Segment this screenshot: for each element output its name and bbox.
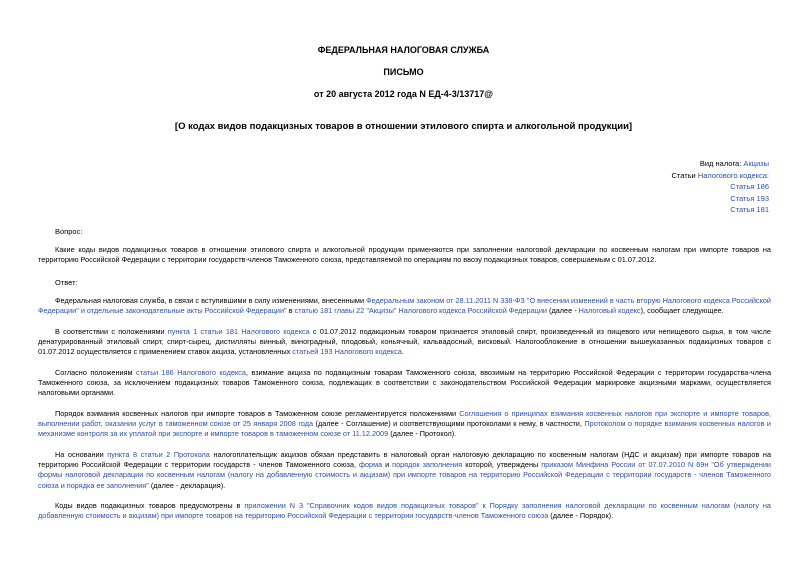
tax-type-label: Вид налога: <box>699 159 742 168</box>
tax-type-row <box>671 158 769 170</box>
article-181-link[interactable]: Статья 181 <box>730 205 769 214</box>
doc-subject: [О кодах видов подакцизных товаров в отношении этилового спирта и алкогольной продукции] <box>174 121 633 132</box>
answer-paragraph-5: На основании пункта 8 статьи 2 Протокола налогоплательщик акцизов обязан представить в налоговый орган налоговую декларацию по косвенным налогам (НДС и акцизам) при импорте товаров на территорию Российской Федерации с территории государств - членов Таможенного союза, форма и порядок заполнения которой, утверждены приказом Минфина России от 07.07.2010 N 69н "Об утверждении формы налоговой декларации по косвенным налогам (налогу на добавленную стоимость и акцизам) при импорте товаров на территорию Российской Федерации с территории государств - членов Таможенного союза и порядка ее заполнения" (далее - декларация). <box>38 450 772 490</box>
question-label: Вопрос: <box>55 227 83 236</box>
answer-paragraph-3: Согласно положениям статьи 186 Налогового кодекса, взимание акциза по подакцизным товарам Таможенного союза, ввозимым на территорию Российской Федерации с территории государства-члена Таможенного союза, за исключением подакцизных товаров Таможенного союза, подлежащих в соответствии с законодательством Российской Федерации маркировке акцизными марками, осуществляется налоговыми органами. <box>38 368 772 398</box>
answer-label: Ответ: <box>55 278 78 287</box>
meta-block <box>671 158 769 216</box>
protocol-link[interactable]: Протоколом о порядке взимания косвенных налогов и механизме контроля за их уплатой при экспорте и импорте товаров в таможенном союзе от 11.12.2009 <box>38 419 772 439</box>
answer-paragraph-2: В соответствии с положениями пункта 1 статьи 181 Налогового кодекса с 01.07.2012 подакцизным товаром признается этиловый спирт, произведенный из пищевого или непищевого сырья, в том числе денатурированный этиловый спирт, спирт-сырец, дистилляты винный, виноградный, плодовый, коньячный, кальвадосный, висковый. Налогообложение в отношении вышеуказанных подакцизных товаров с 01.07.2012 осуществляется с применением ставок акциза, установленных статьей 193 Налогового кодекса. <box>38 327 771 357</box>
article-186-ref-link[interactable]: статьи 186 Налогового кодекса <box>136 368 246 377</box>
agency-title: ФЕДЕРАЛЬНАЯ НАЛОГОВАЯ СЛУЖБА <box>317 45 490 55</box>
tax-code-ref-link[interactable]: Налоговый кодекс <box>578 306 641 316</box>
minfin-order-link[interactable]: приказом Минфина России от 07.07.2010 N 69н "Об утверждении формы налоговой декларации по косвенным налогам (налогу на добавленную стоимость и акцизам) при импорте товаров на территорию Российской Федерации с территории государств - членов Таможенного союза и порядка ее заполнения" <box>38 460 772 490</box>
tax-code-link[interactable]: Налогового кодекса: <box>697 170 769 180</box>
articles-label: Статьи <box>671 170 696 180</box>
article-193-link[interactable]: Статья 193 <box>730 193 769 203</box>
question-text: Какие коды видов подакцизных товаров в отношении этилового спирта и алкогольной продукции применяются при заполнении налоговой декларации по косвенным налогам при импорте товаров на территорию Российской Федерации с территории государств-членов Таможенного союза, представляемой по операциям по ввозу подакцизных товаров, совершаемым с 01.07.2012. <box>38 245 771 265</box>
article-186-link[interactable]: Статья 186 <box>730 182 769 191</box>
doc-type: ПИСЬМО <box>383 67 424 77</box>
clause-1-article-181-link[interactable]: пункта 1 статьи 181 Налогового кодекса <box>167 327 310 336</box>
answer-paragraph-4: Порядок взимания косвенных налогов при импорте товаров в Таможенном союзе регламентируется положениями Соглашения о принципах взимания косвенных налогов при экспорте и импорте товаров, выполнении работ, оказании услуг в таможенном союзе от 25 января 2008 года (далее - Соглашение) и соответствующими протоколами к нему, в частности, Протоколом о порядке взимания косвенных налогов и механизме контроля за их уплатой при экспорте и импорте товаров в таможенном союзе от 11.12.2009 (далее - Протокол). <box>38 409 772 439</box>
appendix-3-link[interactable]: приложении N 3 "Справочник кодов видов подакцизных товаров" к Порядку заполнения налоговой декларации по косвенным налогам (налогу на добавленную стоимость и акцизам) при импорте товаров на территорию Российской Федерации с территории государств-членов Таможенного союза <box>38 501 771 521</box>
article-181-chapter-22-link[interactable]: статью 181 главы 22 "Акцизы" Налогового кодекса Российской Федерации <box>294 306 548 316</box>
articles-row <box>671 170 769 182</box>
article-193-ref-link[interactable]: статьей 193 Налогового кодекса <box>292 347 402 357</box>
fill-order-link[interactable]: порядок заполнения <box>392 460 463 470</box>
answer-paragraph-1: Федеральная налоговая служба, в связи с вступившими в силу изменениями, внесенными Федеральным законом от 28.11.2011 N 338-ФЗ "О внесении изменений в часть вторую Налогового кодекса Российской Федерации" и отдельные законодательные акты Российской Федерации" в статью 181 главы 22 "Акцизы" Налогового кодекса Российской Федерации (далее - Налоговый кодекс), сообщает следующее. <box>38 296 771 316</box>
doc-date-number: от 20 августа 2012 года N ЕД-4-3/13717@ <box>313 89 494 99</box>
clause-8-article-2-protocol-link[interactable]: пункта 8 статьи 2 Протокола <box>107 450 210 459</box>
agreement-link[interactable]: Соглашения о принципах взимания косвенных налогов при экспорте и импорте товаров, выполнении работ, оказании услуг в таможенном союзе от 25 января 2008 года <box>38 409 771 429</box>
law-338-fz-link[interactable]: Федеральным законом от 28.11.2011 N 338-ФЗ "О внесении изменений в часть вторую Налогового кодекса Российской Федерации" и отдельные законодательные акты Российской Федерации" <box>38 296 771 316</box>
tax-type-link[interactable]: Акцизы <box>743 159 769 168</box>
form-link[interactable]: форма <box>358 460 383 470</box>
answer-paragraph-6: Коды видов подакцизных товаров предусмотрены в приложении N 3 "Справочник кодов видов подакцизных товаров" к Порядку заполнения налоговой декларации по косвенным налогам (налогу на добавленную стоимость и акцизам) при импорте товаров на территорию Российской Федерации с территории государств-членов Таможенного союза (далее - Порядок). <box>38 501 771 521</box>
